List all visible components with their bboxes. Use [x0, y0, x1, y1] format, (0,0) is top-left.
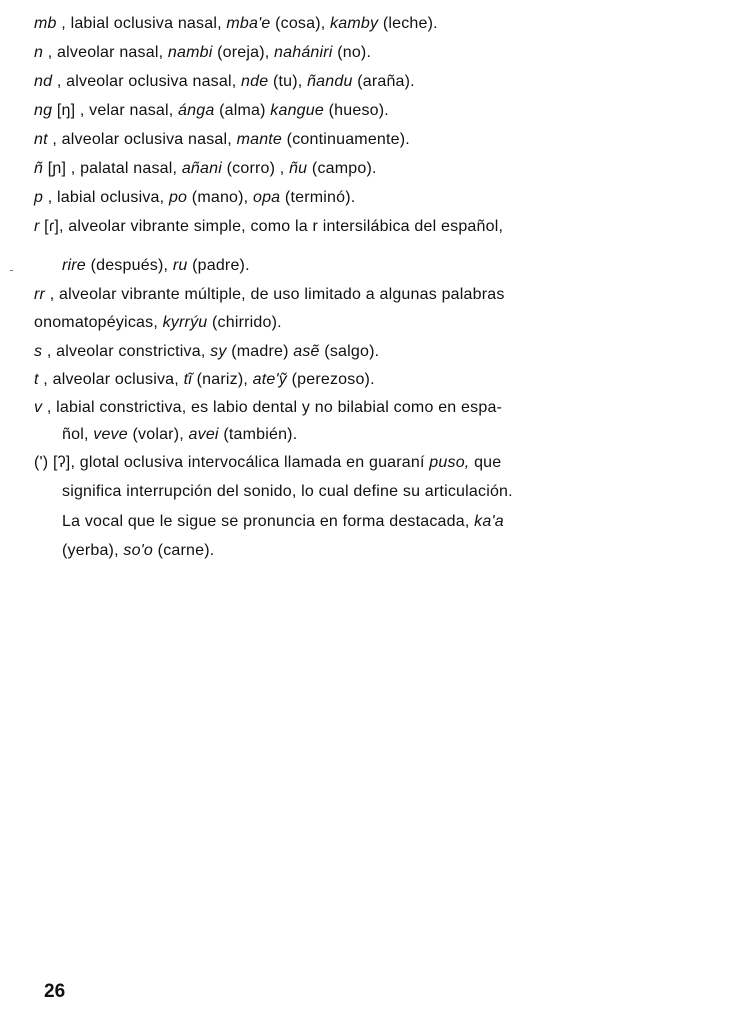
example-word: n	[34, 44, 44, 61]
example-word: rire	[62, 257, 86, 274]
example-word: v	[34, 399, 43, 416]
example-word: kyrrýu	[162, 314, 208, 331]
example-word: ka'a	[474, 513, 504, 530]
text-run: , labial constrictiva, es labio dental y no bilabial como en espa-	[42, 399, 503, 416]
entry-glotal-line-2	[62, 482, 513, 502]
text-run: , alveolar oclusiva,	[38, 371, 184, 388]
example-word: rr	[34, 286, 46, 303]
example-word: ánga	[178, 102, 215, 119]
example-word: p	[34, 189, 44, 206]
page-number: 26	[44, 981, 66, 1002]
text-run: (mano),	[187, 189, 253, 206]
example-word: ng	[34, 102, 53, 119]
example-word: avei	[188, 426, 219, 443]
text-run: (terminó).	[280, 189, 356, 206]
text-run: La vocal que le sigue se pronuncia en forma destacada,	[62, 513, 475, 530]
text-run: que	[469, 454, 502, 471]
example-word: po	[168, 189, 188, 206]
entry-v	[34, 398, 502, 418]
example-word: ñu	[289, 160, 308, 177]
text-run: (yerba),	[62, 542, 124, 559]
text-run: (corro) ,	[221, 160, 290, 177]
text-run: (también).	[218, 426, 298, 443]
text-run: , alveolar constrictiva,	[42, 343, 211, 360]
example-word: so'o	[123, 542, 154, 559]
entry-nd	[34, 72, 415, 92]
stray-scan-mark	[10, 270, 13, 271]
text-run: , labial oclusiva,	[43, 189, 169, 206]
entry-n	[34, 43, 371, 63]
example-word: ru	[172, 257, 188, 274]
example-word: tĩ	[183, 371, 192, 388]
example-word: nahániri	[274, 44, 333, 61]
example-word: kamby	[330, 15, 379, 32]
text-run: , alveolar nasal,	[43, 44, 168, 61]
entry-r	[34, 217, 503, 237]
text-run: (') [ʔ], glotal oclusiva intervocálica llamada en guaraní	[34, 454, 430, 471]
entry-enye	[34, 159, 377, 179]
entry-glotal-line-3	[62, 512, 504, 532]
text-run: [ŋ] , velar nasal,	[52, 102, 179, 119]
example-word: añani	[181, 160, 222, 177]
entry-v-continuation	[62, 425, 297, 445]
text-run: (alma)	[214, 102, 271, 119]
text-run: (volar),	[127, 426, 189, 443]
text-run: (chirrido).	[207, 314, 282, 331]
example-word: nde	[241, 73, 269, 90]
text-run: (madre)	[226, 343, 294, 360]
example-word: ate'ỹ	[252, 371, 287, 388]
example-word: mante	[236, 131, 283, 148]
example-word: mb	[34, 15, 57, 32]
example-word: sy	[210, 343, 227, 360]
example-word: ñ	[34, 160, 44, 177]
entry-nt	[34, 130, 410, 150]
entry-mb	[34, 14, 438, 34]
text-run: (oreja),	[212, 44, 275, 61]
text-run: (perezoso).	[286, 371, 375, 388]
entry-p	[34, 188, 355, 208]
example-word: ñandu	[307, 73, 353, 90]
example-word: veve	[93, 426, 128, 443]
example-word: kangue	[270, 102, 324, 119]
example-word: asẽ	[293, 343, 320, 360]
example-word: mba'e	[226, 15, 271, 32]
entry-ng	[34, 101, 389, 121]
text-run: (no).	[332, 44, 372, 61]
text-run: onomatopéyicas,	[34, 314, 163, 331]
example-word: nt	[34, 131, 48, 148]
text-run: (leche).	[378, 15, 438, 32]
text-run: (campo).	[307, 160, 377, 177]
entry-rr	[34, 285, 505, 305]
text-run: , alveolar oclusiva nasal,	[52, 73, 242, 90]
example-word: t	[34, 371, 39, 388]
entry-glotal	[34, 453, 501, 473]
entry-rr-continuation	[34, 313, 282, 333]
text-run: [ɲ] , palatal nasal,	[43, 160, 182, 177]
text-run: [ɾ], alveolar vibrante simple, como la r intersilábica del español,	[39, 218, 504, 235]
text-run: (hueso).	[323, 102, 389, 119]
text-run: (salgo).	[319, 343, 380, 360]
example-word: s	[34, 343, 43, 360]
entry-s	[34, 342, 379, 362]
text-run: (después),	[85, 257, 173, 274]
text-run: significa interrupción del sonido, lo cual define su articulación.	[62, 483, 513, 500]
example-word: nd	[34, 73, 53, 90]
example-word: opa	[252, 189, 281, 206]
text-run: (nariz),	[191, 371, 253, 388]
entry-t	[34, 370, 375, 390]
text-run: (tu),	[268, 73, 308, 90]
text-run: ñol,	[62, 426, 94, 443]
text-run: (padre).	[187, 257, 250, 274]
example-word: nambi	[167, 44, 213, 61]
entry-r-continuation	[62, 256, 250, 276]
example-word: puso,	[429, 454, 470, 471]
example-word: r	[34, 218, 40, 235]
text-run: (cosa),	[270, 15, 331, 32]
entry-glotal-line-4	[62, 541, 214, 561]
text-run: (continuamente).	[282, 131, 410, 148]
text-run: (carne).	[153, 542, 215, 559]
text-run: , labial oclusiva nasal,	[56, 15, 227, 32]
text-run: , alveolar oclusiva nasal,	[47, 131, 237, 148]
text-run: , alveolar vibrante múltiple, de uso limitado a algunas palabras	[45, 286, 505, 303]
text-run: (araña).	[352, 73, 415, 90]
